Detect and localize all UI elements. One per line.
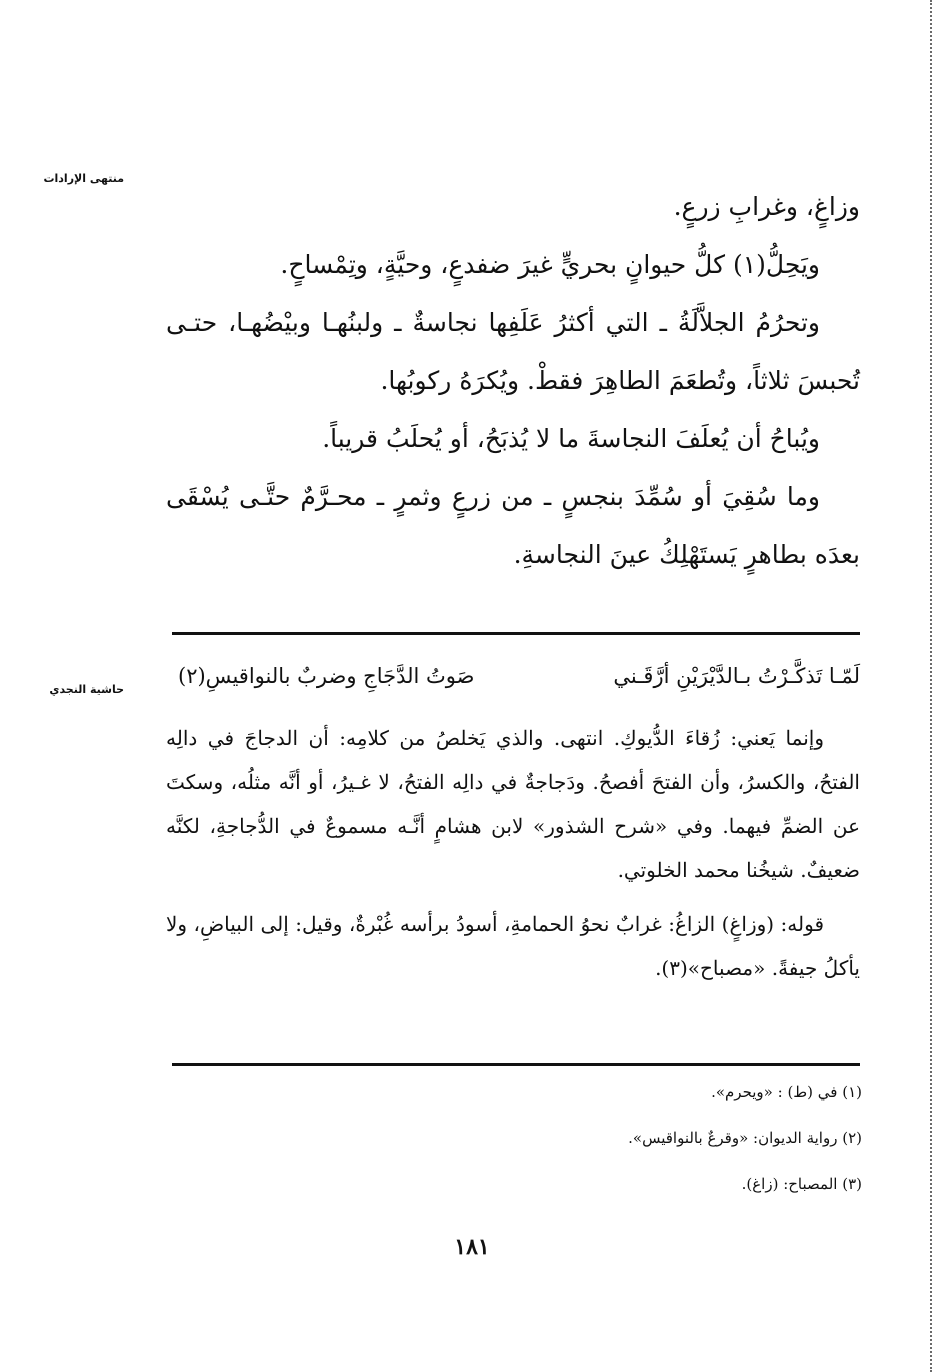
footnote: (١) في (ط) : «ويحرم». xyxy=(711,1083,862,1101)
main-paragraph: وتحرُمُ الجلاَّلَةُ ـ التي أكثرُ عَلَفِها نجاسةٌ ـ ولبنُهـا وبيْضُهـا، حتـى تُحبسَ ثلاثاً، وتُطعَمَ الطاهِرَ فقطْ. ويُكرَهُ ركوبُها. xyxy=(166,308,860,395)
commentary-paragraph: قوله: (وزاغٍ) الزاغُ: غرابٌ نحوُ الحمامةِ، أسودُ برأسه غُبْرةٌ، وقيل: إلى البياضِ، ولا يأكلُ جيفةً. «مصباح»(٣). xyxy=(166,912,860,980)
section-divider xyxy=(172,632,860,635)
margin-label-top: منتهى الإرادات xyxy=(43,172,124,185)
page-edge-dotted-line xyxy=(930,0,932,1372)
commentary-paragraph: وإنما يَعني: زُقاءَ الدُّيوكِ. انتهى. والذي يَخلصُ من كلامِه: أن الدجاجَ في دالِه الفتحُ، والكسرُ، وأن الفتحَ أفصحُ. ودَجاجةٌ في دالِه الفتحُ، لا غـيرُ، أو أنَّه مثلُه، وسكتَ عن الضمِّ فيهما. وفي «شرح الشذور» لابن هشامٍ أنَّـه مسموعٌ في الدُّجاجةِ، لكنَّه ضعيفٌ. شيخُنا محمد الخلوتي. xyxy=(166,726,860,882)
verse-first-hemistich: لَمّـا تَذكَّـرْتُ بـالدَّيْرَيْنِ أرَّقَـني xyxy=(613,664,860,688)
commentary-text xyxy=(166,716,860,1000)
footnote: (٢) رواية الديوان: «وقرعٌ بالنواقيس». xyxy=(628,1129,862,1147)
poetry-verse xyxy=(178,656,860,696)
main-paragraph: وما سُقِيَ أو سُمِّدَ بنجسٍ ـ من زرعٍ وثمرٍ ـ محـرَّمٌ حتَّـى يُسْقَى بعدَه بطاهرٍ يَستَهْلِكُ عينَ النجاسةِ. xyxy=(166,482,860,569)
main-text xyxy=(166,178,860,584)
verse-second-hemistich: صَوتُ الدَّجَاجِ وضربٌ بالنواقيسِ(٢) xyxy=(178,664,475,688)
footnotes xyxy=(400,1082,862,1220)
margin-label-middle: حاشية النجدي xyxy=(49,683,124,696)
main-paragraph: ويُباحُ أن يُعلَفَ النجاسةَ ما لا يُذبَحُ، أو يُحلَبُ قريباً. xyxy=(322,424,820,453)
footnote: (٣) المصباح: (زاغ). xyxy=(741,1175,862,1193)
main-paragraph: وزاغٍ، وغرابِ زرعٍ. xyxy=(673,192,860,221)
main-paragraph: ويَحِلُّ(١) كلُّ حيوانٍ بحريٍّ غيرَ ضفدعٍ، وحيَّةٍ، وتِمْساحٍ. xyxy=(280,250,820,279)
footnote-divider xyxy=(172,1063,860,1066)
page-number: ١٨١ xyxy=(454,1234,490,1260)
